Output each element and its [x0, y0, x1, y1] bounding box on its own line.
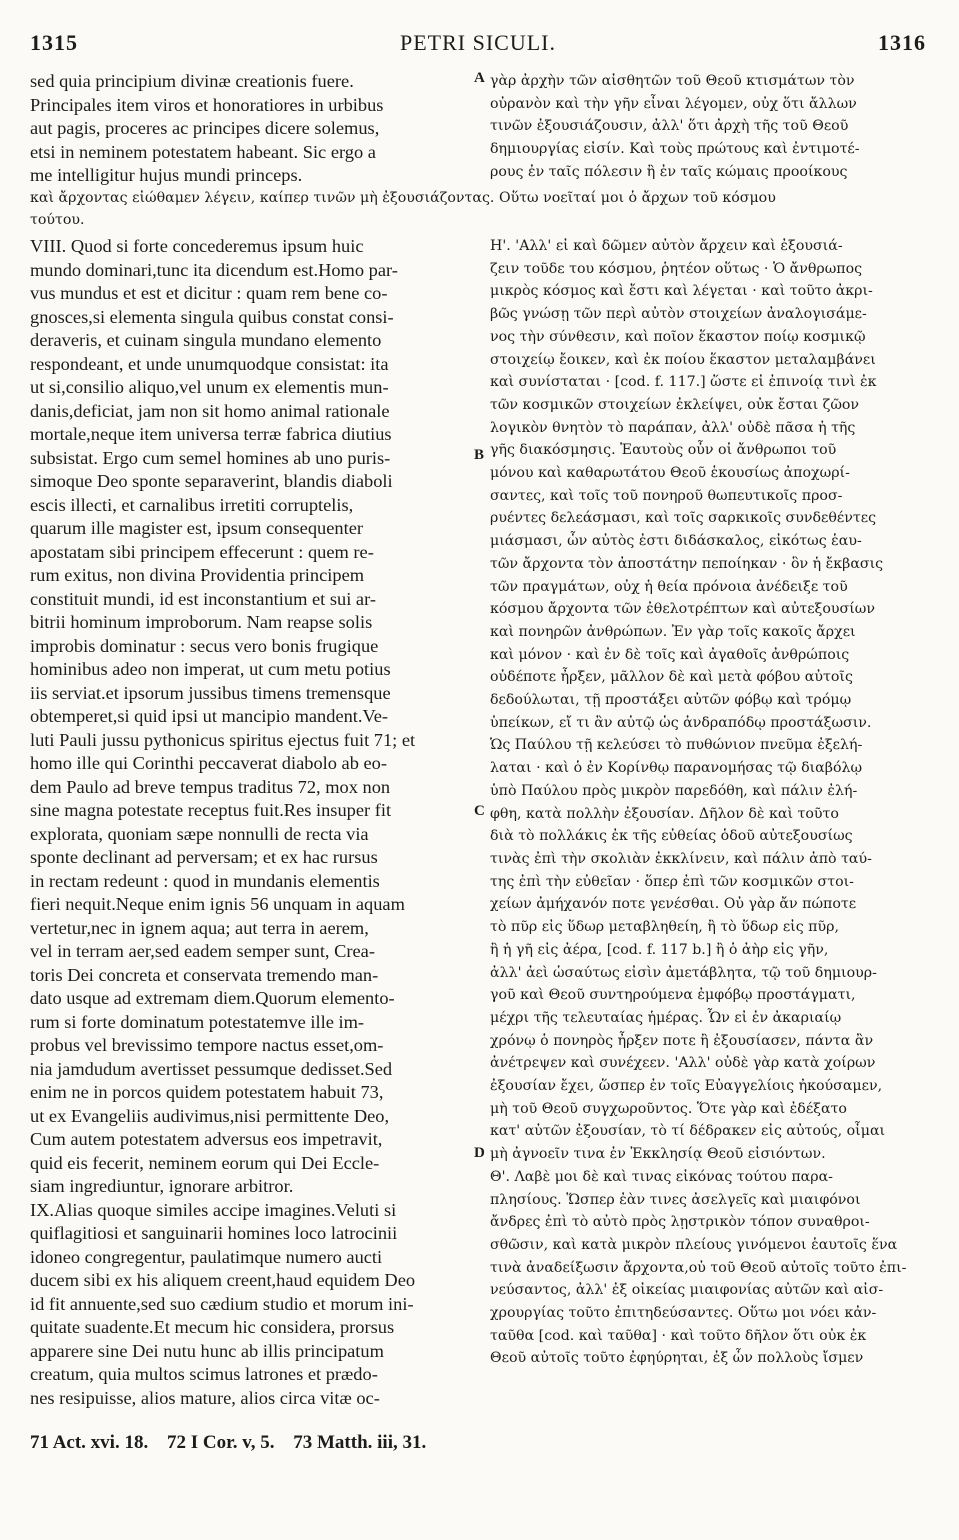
section-marker-d: D [474, 1145, 485, 1161]
page-number-left: 1315 [30, 30, 78, 55]
greek-text-line: τῶν ἄρχοντα τὸν ἀποστάτην πεποίηκαν · ὃν ἡ ἔκβασις [490, 555, 884, 572]
latin-text-line: fieri nequit.Neque enim ignis 56 unquam in aquam [30, 894, 405, 914]
latin-text-line: mortale,neque item universa terræ fabrica diutius [30, 424, 392, 444]
greek-text-line: μόνου καὶ καθαρωτάτου Θεοῦ ἑκουσίως ἀποχωρί- [490, 465, 850, 482]
greek-text-line: στοιχείῳ ἔοικεν, καὶ ἐκ ποίου ἕκαστον μεταλαμβάνει [490, 351, 876, 368]
latin-text-line: quiflagitiosi et sanguinarii homines loco latrocinii [30, 1223, 398, 1243]
greek-text-line: Ὡς Παύλου τῇ κελεύσει τὸ πυθώνιον πνεῦμα ἐξελή- [490, 737, 863, 754]
greek-text-line: λογικὸν θνητὸν τὸ παράπαν, ἀλλ' οὐδὲ πᾶσα ἡ τῆς [490, 419, 856, 436]
greek-text-line: της ἐπὶ τὴν εὐθεῖαν · ὅπερ ἐπὶ τῶν κοσμικῶν στοι- [490, 873, 854, 890]
latin-text-line: constituit mundi, id est inconstantium et sui ar- [30, 588, 376, 609]
greek-text-line: χείων ἀμήχανόν ποτε γενέσθαι. Οὐ γὰρ ἄν πώποτε [490, 896, 857, 913]
latin-text-line: id fit annuente,sed suo cædium studio et morum ini- [30, 1293, 414, 1314]
greek-text-line: φθη, κατὰ πολλὴν ἐξουσίαν. Δῆλον δὲ καὶ τοῦτο [490, 805, 839, 822]
latin-text-line: ut si,consilio aliquo,vel unum ex elementis mun- [30, 377, 389, 397]
greek-text-line: Θεοῦ αὐτοῖς τοῦτο ἐφηύρηται, ἐξ ὧν πολλοὺς ἴσμεν [490, 1350, 864, 1367]
greek-text-line: ζειν τοῦδε του κόσμου, ῥητέον οὕτως · Ὁ ἄνθρωπος [490, 260, 863, 277]
footnote-72: 72 I Cor. v, 5. [166, 1432, 275, 1453]
latin-text-line: toris Dei concreta et conservata tremendo man- [30, 964, 379, 985]
greek-text-line: ὑπείκων, εἴ τι ἂν αὐτῷ ὡς ἀνδραπόδῳ προστάξωσιν. [490, 714, 872, 731]
greek-span-line-2: τούτου. [30, 212, 85, 228]
greek-text-line: μιάσμασι, ὧν αὐτὸς ἐστι διδάσκαλος, εἰκότως ἑαυ- [490, 533, 862, 550]
latin-text-line: dem Paulo ad breve tempus traditus 72, mox non [30, 776, 391, 797]
greek-text-line: γοῦ καὶ Θεοῦ συντηρούμενα ἐμφόβῳ προστάγματι, [490, 987, 856, 1004]
latin-text-line: ut ex Evangeliis audivimus,nisi permittente Deo, [30, 1105, 390, 1126]
greek-text-line: τῶν κοσμικῶν στοιχείων ἐκλείψει, οὐκ ἔσται ζῶον [490, 396, 860, 413]
latin-text-line: luti Pauli jussu pythonicus spiritus ejectus fuit 71; et [30, 729, 416, 750]
greek-text-line: τινὰς ἐπὶ τὴν σκολιὰν ἐκκλίνειν, καὶ πάλιν ἀπὸ ταύ- [490, 850, 872, 867]
greek-text-line: οὐρανὸν καὶ τὴν γῆν εἶναι λέγομεν, οὐχ ὅτι ἄλλων [490, 95, 857, 112]
section-marker-b: B [474, 447, 485, 463]
greek-text-line: κατ' αὐτῶν ἐξουσίαν, τὸ τί δέδρακεν εἰς αὐτούς, οἶμαι [490, 1123, 886, 1140]
greek-text-line: ὑπὸ Παύλου πρὸς μικρὸν παρεδόθη, καὶ πάλιν ἐλή- [490, 782, 858, 799]
greek-text-line: νος τὴν σύνθεσιν, καὶ ποῖον ἕκαστον ποίῳ κοσμικῷ [490, 328, 866, 345]
latin-text-line: mundo dominari,tunc ita dicendum est.Homo par- [30, 259, 398, 280]
greek-text-line: ρους ἐν ταῖς πόλεσιν ἢ ἐν ταῖς κώμαις προοίκους [490, 163, 848, 180]
latin-text-line: dato usque ad extremam diem.Quorum elemento- [30, 988, 395, 1008]
latin-text-line: quarum ille magister est, ipsum consequenter [30, 518, 363, 538]
section-marker-a: A [474, 70, 485, 86]
page-header [30, 30, 926, 64]
latin-text-line: simoque Deo sponte separaverint, blandis diaboli [30, 471, 393, 491]
latin-text-line: obtemperet,si quid ipsi ut mancipio mandent.Ve- [30, 706, 389, 726]
greek-text-line: διὰ τὸ πολλάκις ἐκ τῆς εὐθείας ὁδοῦ αὐτεξουσίως [490, 828, 853, 845]
latin-text-line: apparere sine Dei nutu hunc ab illis principatum [30, 1340, 384, 1361]
greek-text-line: τὸ πῦρ εἰς ὕδωρ μεταβληθείη, ἢ τὸ ὕδωρ εἰς πῦρ, [490, 919, 839, 936]
latin-text-line: siam ingrediuntur, ignorare arbitror. [30, 1176, 294, 1196]
greek-text-line: ἄνδρες ἐπὶ τὸ αὐτὸ πρὸς λῃστρικὸν τόπον συναθροι- [490, 1214, 870, 1231]
greek-text-line: ταῦθα [cod. καὶ ταῦθα] · καὶ τοῦτο δῆλον ὅτι οὐκ ἐκ [490, 1327, 867, 1344]
latin-text-line: subsistat. Ergo cum semel homines ab uno puris- [30, 447, 391, 468]
footnotes [30, 1432, 440, 1454]
greek-text-line: τινὰ ἀναδείξωσιν ἄρχοντα,οὐ τοῦ Θεοῦ αὐτοῖς τοῦτο ἐπι- [490, 1259, 907, 1276]
running-title: PETRI SICULI. [400, 30, 556, 55]
greek-text-line: χρόνῳ ὁ πονηρὸς ἦρξεν ποτε ἢ ἐξουσίασεν, πάντα ἂν [490, 1032, 874, 1049]
greek-text-line: μὴ τοῦ Θεοῦ συγχωροῦντος. Ὅτε γὰρ καὶ ἐδέξατο [490, 1100, 847, 1117]
greek-text-line: ἀλλ' ἀεὶ ὡσαύτως εἰσὶν ἀμετάβλητα, τῷ τοῦ δημιουρ- [490, 964, 877, 981]
greek-text-line: ἀνέτρεψεν καὶ συνέχεεν. 'Αλλ' οὐδὲ γὰρ κατὰ χοίρων [490, 1055, 876, 1072]
latin-column-top [30, 70, 482, 188]
latin-text-line: creatum, quia multos scimus latrones et prædo- [30, 1364, 378, 1384]
latin-text-line: Principales item viros et honoratiores in urbibus [30, 94, 384, 115]
greek-text-line: καὶ μόνον · καὶ ἐν δὲ τοῖς καὶ ἀγαθοῖς ἀνθρώποις [490, 646, 850, 663]
greek-text-line: σθῶσιν, καὶ κατὰ μικρὸν πλείους γινόμενοι ἑαυτοῖς ἕνα [490, 1236, 898, 1253]
latin-text-line: IX.Alias quoque similes accipe imagines.Veluti si [30, 1199, 397, 1220]
footnote-73: 73 Matth. iii, 31. [293, 1432, 427, 1453]
latin-text-line: explorata, quoniam sæpe nonnulli de recta via [30, 823, 369, 844]
greek-text-line: Η'. 'Αλλ' εἰ καὶ δῶμεν αὐτὸν ἄρχειν καὶ ἐξουσιά- [490, 238, 843, 254]
greek-text-line: γὰρ ἀρχὴν τῶν αἰσθητῶν τοῦ Θεοῦ κτισμάτων τὸν [490, 73, 855, 89]
greek-column-body [490, 235, 926, 1370]
latin-text-line: sine magna potestate receptus fuit.Res insuper fit [30, 800, 392, 820]
greek-text-line: λαται · καὶ ὁ ἐν Κορίνθῳ παρανομήσας τῷ διαβόλῳ [490, 760, 863, 777]
latin-text-line: vertetur,nec in ignem aqua; aut terra in aerem, [30, 917, 369, 938]
latin-text-line: idoneo congregentur, paulatimque numero aucti [30, 1246, 383, 1267]
latin-text-line: quitate suadente.Et mecum hic considera, prorsus [30, 1317, 395, 1337]
greek-text-line: ἢ ἡ γῆ εἰς ἀέρα, [cod. f. 117 b.] ἢ ὁ ἀὴρ εἰς γῆν, [490, 941, 829, 958]
greek-text-line: μέχρι τῆς τελευταίας ἡμέρας. Ὧν εἰ ἐν ἀκαριαίῳ [490, 1009, 842, 1026]
latin-text-line: gnosces,si elementa singula quibus constat consi- [30, 306, 394, 327]
greek-column-top [490, 70, 926, 184]
latin-text-line: bitrii hominum improborum. Nam reapse solis [30, 612, 373, 632]
latin-text-line: iis serviat.et ipsorum jussibus timens tremensque [30, 682, 391, 703]
greek-text-line: καὶ συνίσταται · [cod. f. 117.] ὥστε εἰ ἐπινοίᾳ τινὶ ἐκ [490, 374, 877, 391]
latin-text-line: ducem sibi ex his aliquem creent,haud equidem Deo [30, 1270, 416, 1290]
latin-text-line: rum exitus, non divina Providentia principem [30, 565, 365, 585]
greek-text-line: τῶν πραγμάτων, οὐχ ἡ θεία πρόνοια ἀνέδειξε τοῦ [490, 578, 848, 595]
latin-text-line: sed quia principium divinæ creationis fuere. [30, 71, 354, 91]
greek-text-line: νεύσαντος, ἀλλ' ἐξ οἰκείας μιαιφονίας αὐτῶν καὶ αἰσ- [490, 1282, 884, 1299]
greek-text-line: καὶ πονηρῶν ἀνθρώπων. Ἐν γὰρ τοῖς κακοῖς ἄρχει [490, 623, 856, 640]
latin-text-line: nes resipuisse, alios mature, alios circa vitæ oc- [30, 1387, 380, 1408]
latin-text-line: sponte declinant ad perversam; et ex hac rursus [30, 847, 378, 867]
latin-text-line: me intelligitur hujus mundi princeps. [30, 165, 303, 185]
greek-text-line: κόσμου ἄρχοντα τῶν ἐθελοτρέπτων καὶ αὐτεξουσίων [490, 601, 875, 618]
latin-text-line: aut pagis, proceres ac principes dicere solemus, [30, 118, 380, 138]
latin-text-line: VIII. Quod si forte concederemus ipsum huic [30, 236, 364, 256]
greek-text-line: ἐξουσίαν ἔχει, ὥσπερ ἐν τοῖς Εὐαγγελίοις ἠκούσαμεν, [490, 1078, 883, 1095]
latin-text-line: vel in terram aer,sed eadem semper sunt, Crea- [30, 941, 375, 961]
latin-text-line: probus vel brevissimo tempore nactus esset,om- [30, 1035, 384, 1055]
greek-text-line: δημιουργίας εἰσίν. Καὶ τοὺς πρώτους καὶ ἐντιμοτέ- [490, 141, 860, 158]
latin-text-line: apostatam sibi principem effecerunt : quem re- [30, 541, 374, 562]
page-number-right: 1316 [878, 30, 926, 55]
latin-text-line: deraveris, et cuinam singula mundano elemento [30, 330, 382, 350]
greek-text-line: ρυέντες δελεάσμασι, καὶ τοῖς σαρκικοῖς συνδεθέντες [490, 510, 877, 527]
latin-text-line: homo ille qui Corinthi peccaverat diabolo ab eo- [30, 753, 387, 773]
latin-text-line: vus mundus et est et dicitur : quam rem bene co- [30, 283, 388, 303]
latin-text-line: improbis dominatur : secus vero bonis frugique [30, 635, 379, 656]
latin-text-line: enim ne in porcos quidem potestatem habuit 73, [30, 1082, 384, 1102]
footnote-71: 71 Act. xvi. 18. [30, 1432, 149, 1453]
latin-text-line: in rectam redeunt : quod in mundanis elementis [30, 870, 380, 891]
latin-text-line: Cum autem potestatem adversus eos impetravit, [30, 1129, 383, 1149]
latin-text-line: quid eis fecerit, neminem eorum qui Dei Eccle- [30, 1152, 380, 1173]
greek-text-line: τινῶν ἐξουσιάζουσιν, ἀλλ' ὅτι ἀρχὴ τῆς τοῦ Θεοῦ [490, 118, 849, 135]
latin-text-line: etsi in neminem potestatem habeant. Sic ergo a [30, 141, 376, 162]
latin-text-line: nia jamdudum avertisset pessumque dedisset.Sed [30, 1058, 393, 1079]
greek-text-line: γῆς διακόσμησις. Ἑαυτοὺς οὖν οἱ ἄνθρωποι τοῦ [490, 442, 837, 459]
greek-text-line: χρουργίας τοῦτο ἐπιτηδεύσαντες. Οὕτω μοι νόει κἀν- [490, 1305, 877, 1322]
greek-text-line: βῶς γνώσῃ τῶν περὶ αὐτὸν στοιχείων ἀναλογισάμε- [490, 306, 867, 323]
latin-text-line: danis,deficiat, jam non sit homo animal rationale [30, 400, 390, 421]
latin-text-line: respondeant, et unde unumquodque consistat: ita [30, 353, 389, 374]
greek-span-line-1: καὶ ἄρχοντας εἰώθαμεν λέγειν, καίπερ τινῶν μὴ ἐξουσιάζοντας. Οὕτω νοεῖταί μοι ὁ ἄρχων τοῦ κόσμου [30, 190, 776, 206]
greek-text-line: δεδούλωται, τῇ προστάξει αὐτῶν φόβῳ καὶ τρόμῳ [490, 692, 852, 709]
section-marker-c: C [474, 803, 485, 819]
greek-text-line: οὐδέποτε ἦρξεν, μᾶλλον δὲ καὶ μετὰ φόβου αὐτοῖς [490, 669, 853, 686]
greek-text-line: Θ'. Λαβὲ μοι δὲ καὶ τινας εἰκόνας τούτου παρα- [490, 1168, 833, 1185]
latin-text-line: rum si forte dominatum potestatemve ille im- [30, 1011, 365, 1032]
greek-text-line: μὴ ἀγνοεῖν τινα ἐν Ἐκκλησίᾳ Θεοῦ εἰσιόντων. [490, 1146, 826, 1163]
latin-column-body [30, 235, 485, 1410]
greek-text-line: πλησίους. Ὥσπερ ἐὰν τινες ἀσελγεῖς καὶ μιαιφόνοι [490, 1191, 861, 1208]
greek-text-line: μικρὸς κόσμος καὶ ἔστι καὶ λέγεται · καὶ τοῦτο ἀκρι- [490, 283, 873, 300]
latin-text-line: hominibus adeo non imperat, ut cum metu potius [30, 659, 391, 679]
greek-text-line: σαντες, καὶ τοῖς τοῦ πονηροῦ θωπευτικοῖς προσ- [490, 487, 843, 504]
latin-text-line: escis illecti, et carnalibus irretiti corruptelis, [30, 494, 354, 515]
